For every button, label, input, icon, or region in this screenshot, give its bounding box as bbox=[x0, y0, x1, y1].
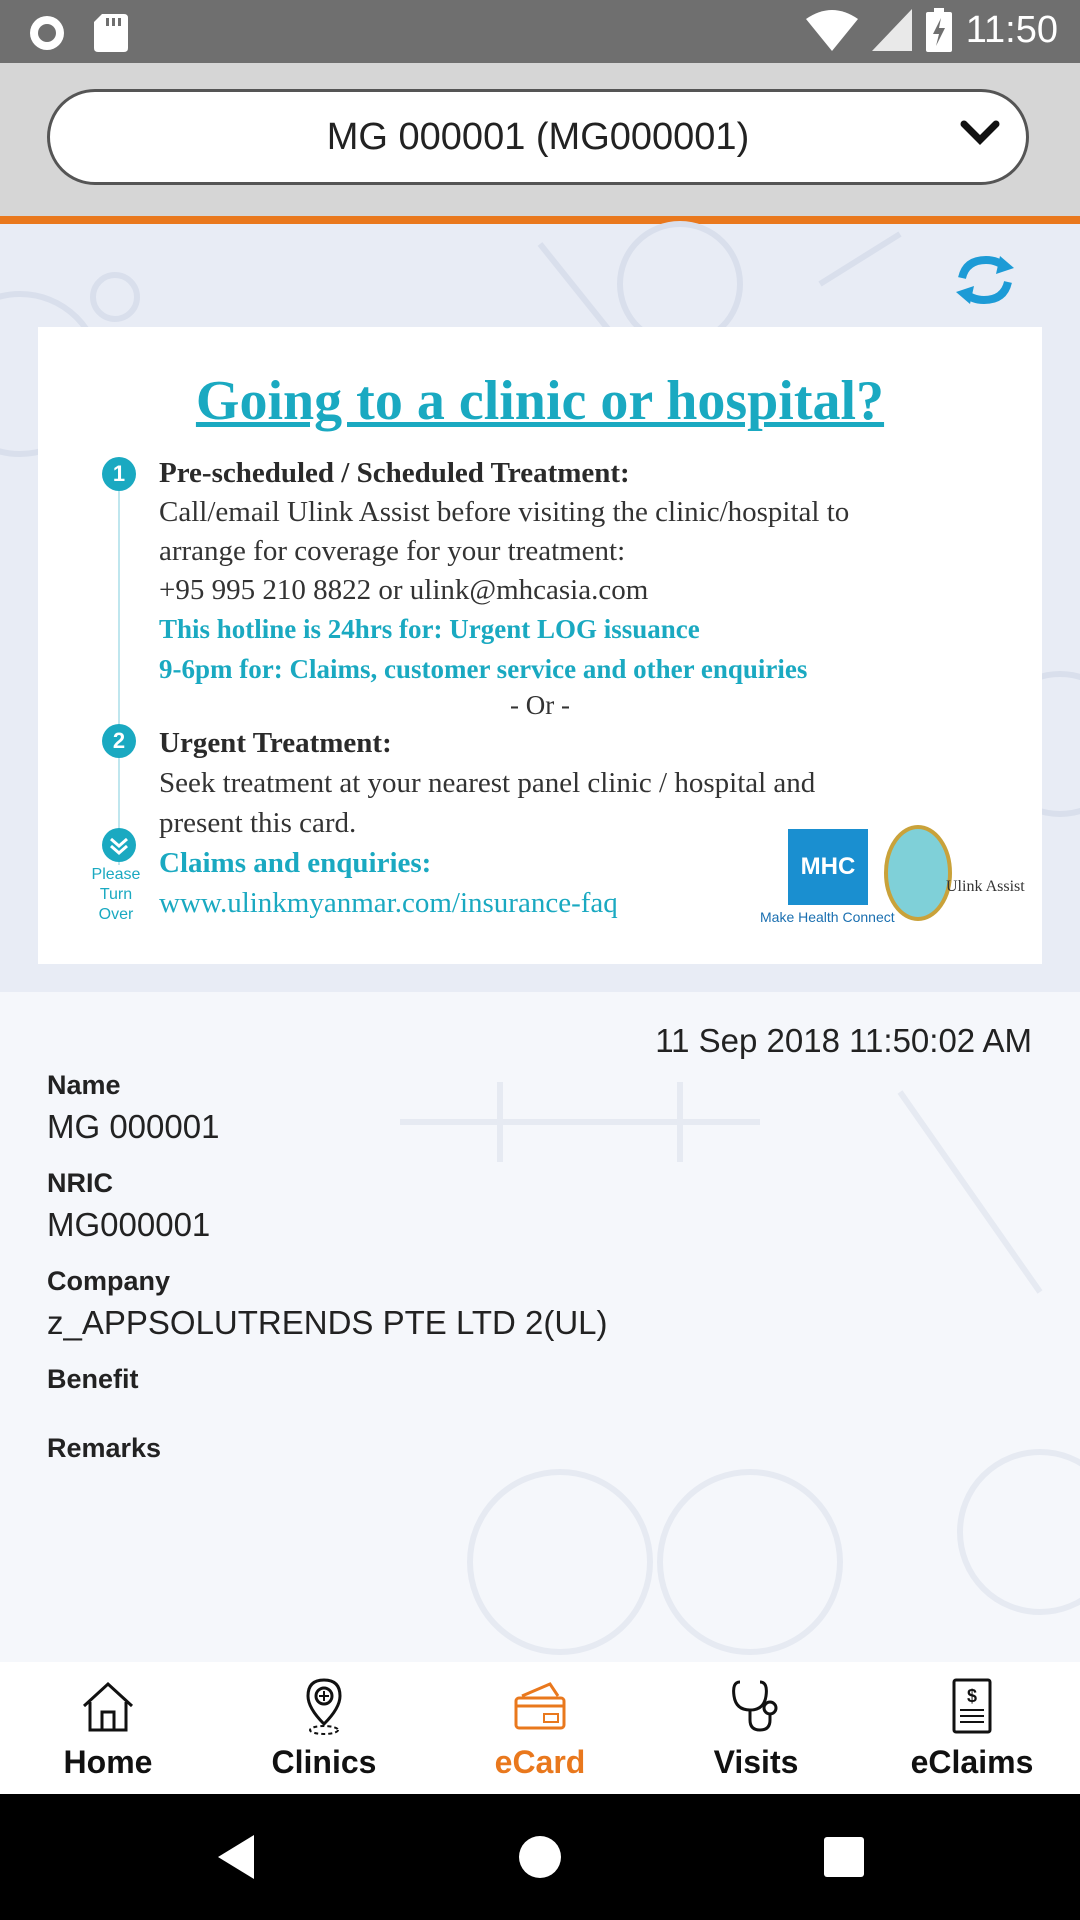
nav-visits-label: Visits bbox=[713, 1744, 799, 1780]
hotline-line-1: This hotline is 24hrs for: Urgent LOG issuance bbox=[159, 614, 700, 644]
remarks-label: Remarks bbox=[47, 1433, 162, 1463]
name-label: Name bbox=[47, 1070, 121, 1100]
step-1-line-1: Call/email Ulink Assist before visiting the clinic/hospital to bbox=[159, 496, 850, 528]
claims-link: www.ulinkmyanmar.com/insurance-faq bbox=[159, 887, 618, 919]
back-icon[interactable] bbox=[214, 1833, 258, 1881]
stethoscope-icon bbox=[726, 1676, 786, 1736]
card-icon bbox=[510, 1676, 570, 1736]
nav-home-label: Home bbox=[63, 1744, 153, 1780]
status-bar bbox=[0, 0, 1080, 63]
wifi-icon bbox=[806, 9, 858, 51]
battery-charging-icon bbox=[926, 8, 952, 52]
ulink-assist-text: Ulink Assist bbox=[946, 878, 1025, 895]
claims-heading: Claims and enquiries: bbox=[159, 847, 432, 879]
member-details bbox=[0, 992, 1080, 1662]
nav-eclaims-label: eClaims bbox=[910, 1744, 1034, 1780]
home-circle-icon[interactable] bbox=[518, 1835, 562, 1879]
nric-label: NRIC bbox=[47, 1168, 113, 1198]
home-icon bbox=[78, 1676, 138, 1736]
nav-home[interactable] bbox=[0, 1662, 216, 1794]
benefit-label: Benefit bbox=[47, 1364, 139, 1394]
please-turn-over: Please Turn Over bbox=[91, 866, 141, 923]
ulink-assist-logo bbox=[882, 823, 1025, 923]
nav-ecard[interactable] bbox=[432, 1662, 648, 1794]
system-nav-bar bbox=[0, 1794, 1080, 1920]
header-divider bbox=[0, 216, 1080, 224]
step-1-line-2: arrange for coverage for your treatment: bbox=[159, 535, 626, 567]
document-dollar-icon bbox=[942, 1676, 1002, 1736]
step-1-badge: 1 bbox=[102, 457, 136, 491]
card-title: Going to a clinic or hospital? bbox=[195, 370, 885, 432]
hotline-line-2: 9-6pm for: Claims, customer service and other enquiries bbox=[159, 654, 808, 684]
sd-card-icon bbox=[94, 14, 128, 52]
nav-clinics[interactable] bbox=[216, 1662, 432, 1794]
step-connector bbox=[118, 475, 120, 865]
name-value: MG 000001 bbox=[47, 1108, 220, 1145]
record-icon bbox=[28, 14, 66, 52]
ecard-area bbox=[0, 224, 1080, 992]
nav-eclaims[interactable] bbox=[864, 1662, 1080, 1794]
nav-ecard-label: eCard bbox=[494, 1744, 586, 1780]
chevron-down-icon bbox=[960, 120, 1000, 148]
step-1-heading: Pre-scheduled / Scheduled Treatment: bbox=[159, 457, 630, 489]
company-label: Company bbox=[47, 1266, 171, 1296]
refresh-icon[interactable] bbox=[952, 254, 1018, 306]
ecard bbox=[38, 327, 1042, 964]
step-1-contact: +95 995 210 8822 or ulink@mhcasia.com bbox=[159, 574, 649, 606]
signal-icon bbox=[872, 9, 912, 51]
bottom-nav bbox=[0, 1662, 1080, 1794]
chevrons-down-icon bbox=[101, 827, 137, 863]
step-2-badge: 2 bbox=[102, 724, 136, 758]
member-selector-value: MG 000001 (MG000001) bbox=[326, 116, 750, 158]
svg-text:$: $ bbox=[966, 1686, 978, 1706]
step-2-line-1: Seek treatment at your nearest panel clinic / hospital and bbox=[159, 767, 816, 799]
nav-clinics-label: Clinics bbox=[271, 1744, 377, 1780]
clock: 11:50 bbox=[965, 8, 1058, 51]
mhc-logo: MHC bbox=[788, 829, 868, 905]
company-value: z_APPSOLUTRENDS PTE LTD 2(UL) bbox=[47, 1304, 608, 1341]
map-pin-icon bbox=[294, 1676, 354, 1736]
nav-visits[interactable] bbox=[648, 1662, 864, 1794]
mhc-caption: Make Health Connect bbox=[760, 909, 895, 925]
member-selector-dropdown[interactable] bbox=[47, 89, 1029, 185]
nric-value: MG000001 bbox=[47, 1206, 211, 1243]
recents-icon[interactable] bbox=[824, 1837, 864, 1877]
step-2-line-2: present this card. bbox=[159, 807, 357, 839]
step-2-heading: Urgent Treatment: bbox=[159, 727, 392, 759]
header bbox=[0, 63, 1080, 216]
or-divider: - Or - bbox=[510, 690, 570, 720]
timestamp: 11 Sep 2018 11:50:02 AM bbox=[655, 1022, 1032, 1059]
